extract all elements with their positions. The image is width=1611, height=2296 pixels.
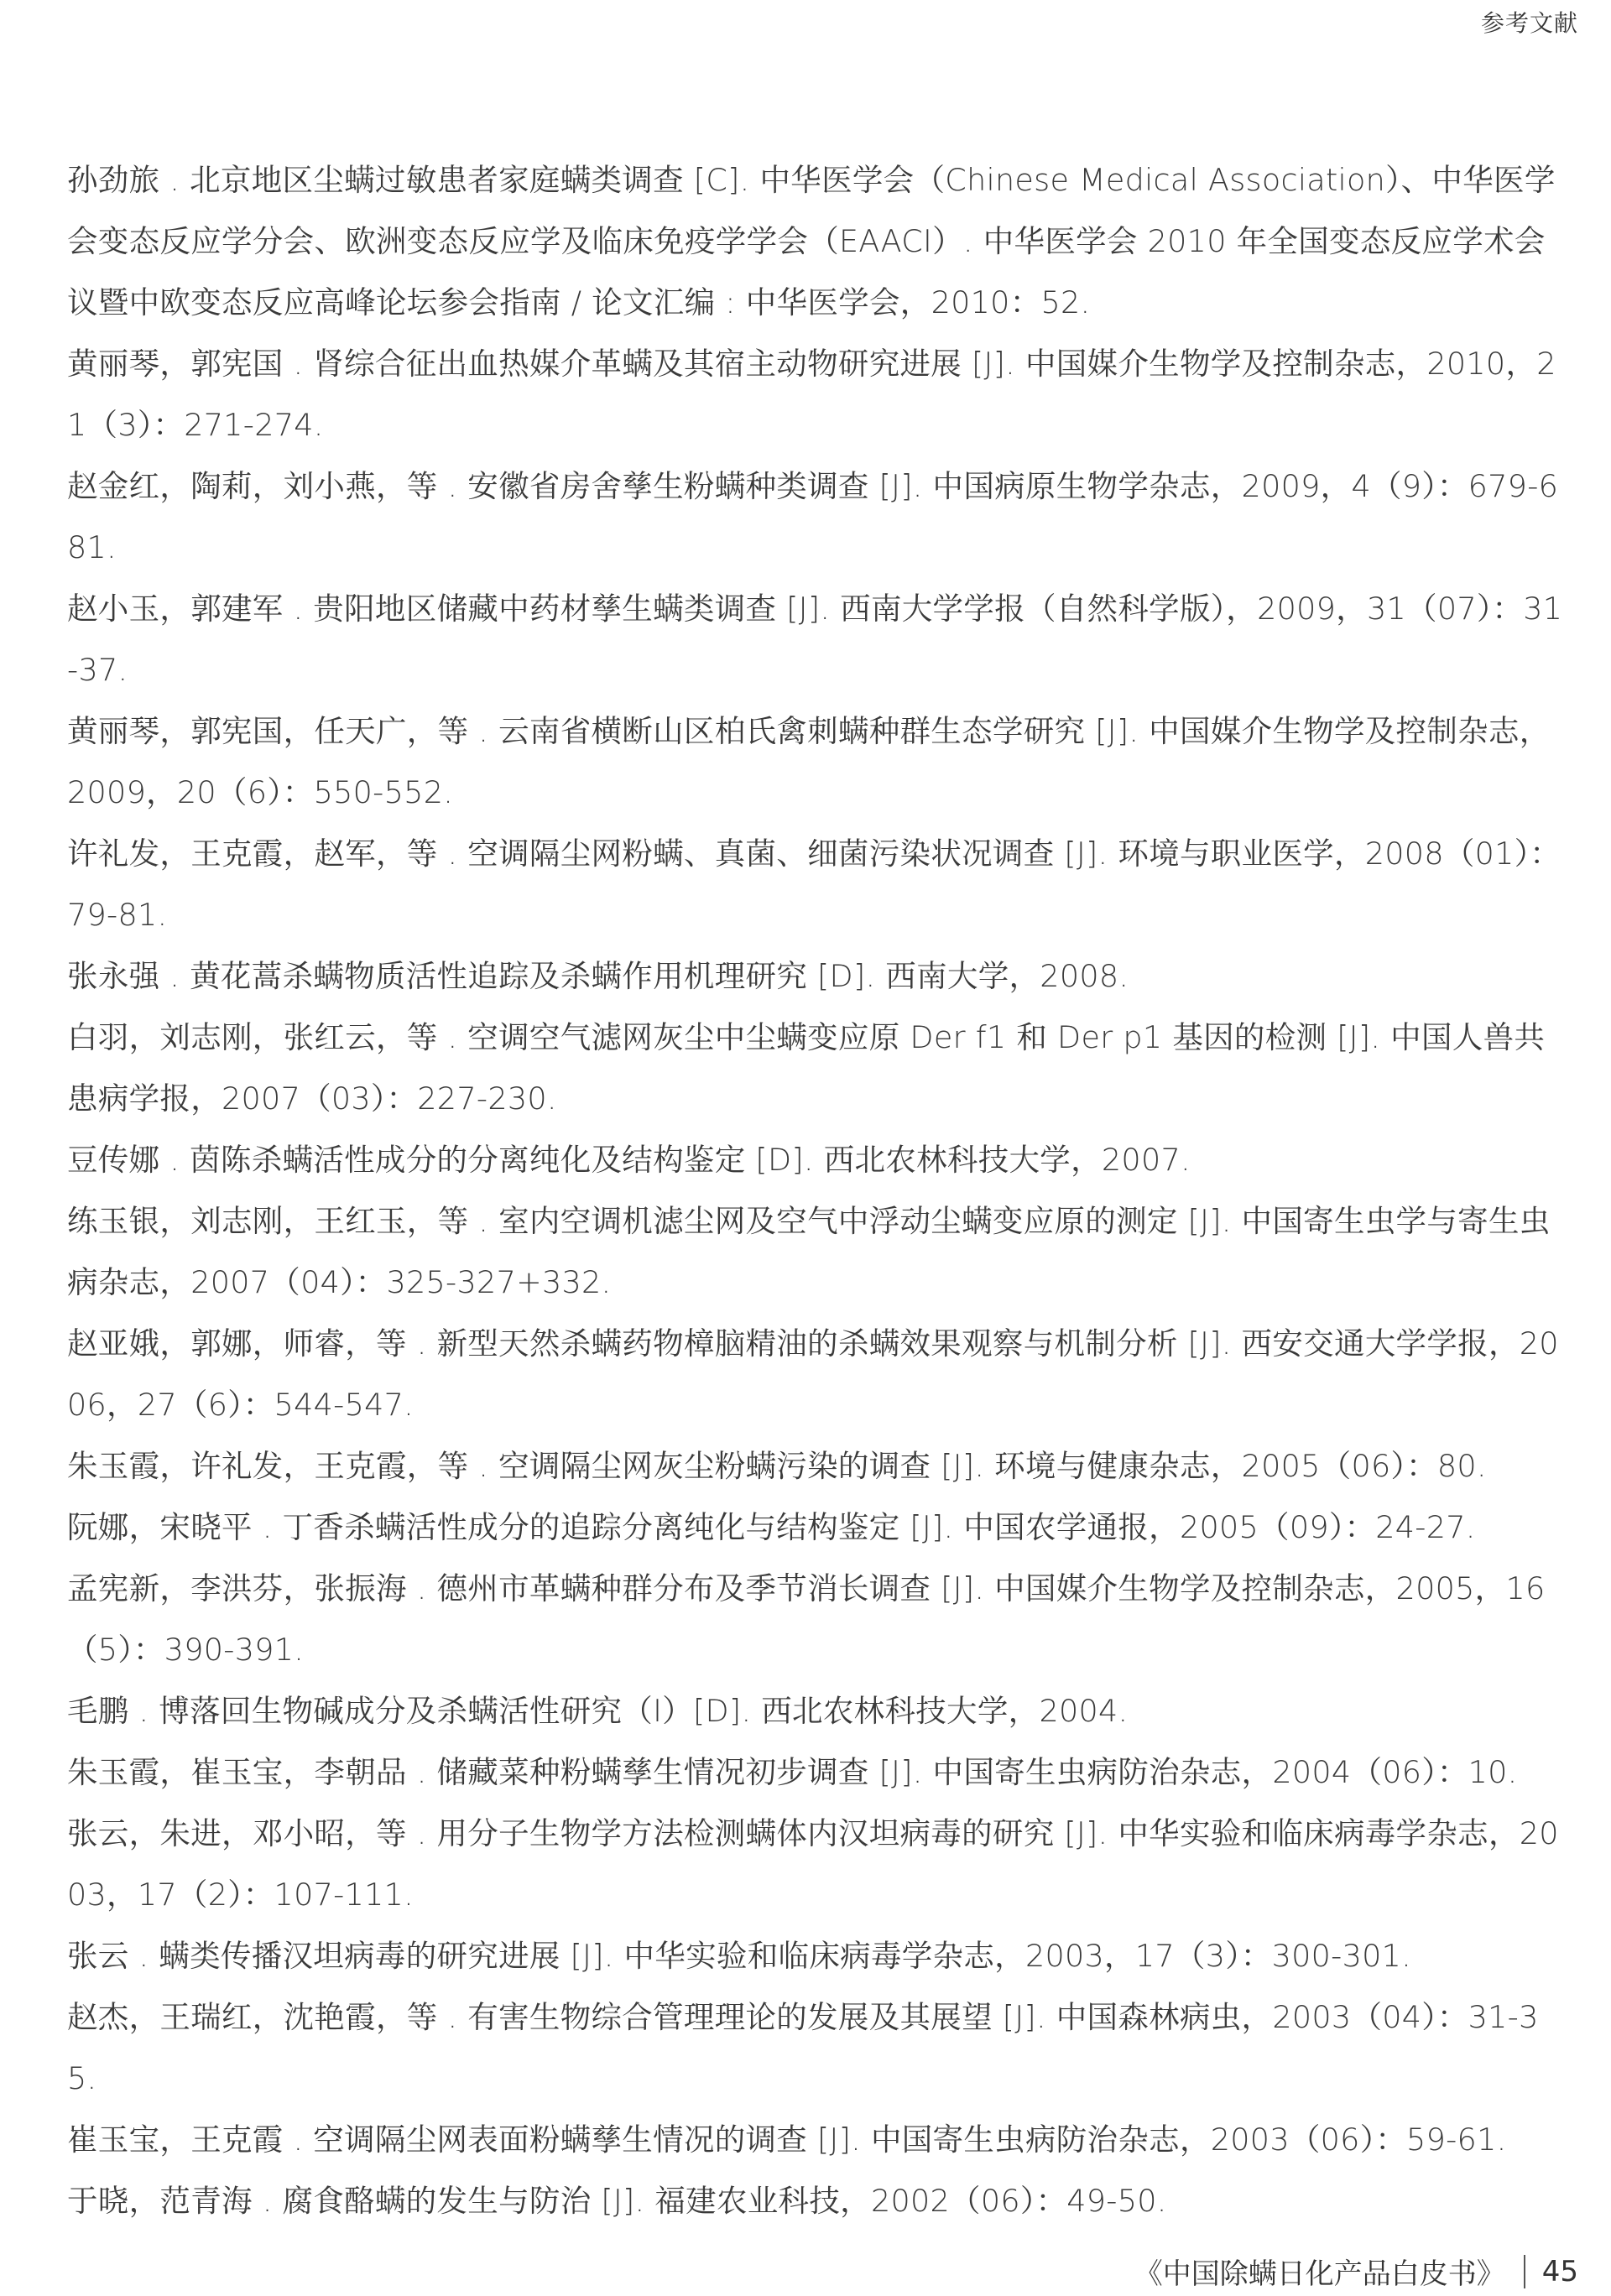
reference-item: 赵杰，王瑞红，沈艳霞，等 . 有害生物综合管理理论的发展及其展望 [J]. 中国森林病虫，2003（04）：31-35. [67,1999,1539,2096]
reference-item: 许礼发，王克霞，赵军，等 . 空调隔尘网粉螨、真菌、细菌污染状况调查 [J]. 环境与职业医学，2008（01）：79-81. [67,836,1561,933]
reference-item: 孙劲旅 . 北京地区尘螨过敏患者家庭螨类调查 [C]. 中华医学会（Chinese Medical Association）、中华医学会变态反应学分会、欧洲变态反应学及临床免疫学学会（EAACI）. 中华医学会 2010 年全国变态反应学术会议暨中欧变态反应高峰论坛参会指南 / 论文汇编 : 中华医学会，2010：52. [67,162,1556,320]
section-title: 参考文献 [1480,9,1578,37]
reference-item: 崔玉宝，王克霞 . 空调隔尘网表面粉螨孳生情况的调查 [J]. 中国寄生虫病防治杂志，2003（06）：59-61. [67,2122,1507,2158]
reference-item: 孟宪新，李洪芬，张振海 . 德州市革螨种群分布及季节消长调查 [J]. 中国媒介生物学及控制杂志，2005，16（5）：390-391. [67,1570,1546,1668]
reference-item: 张永强 . 黄花蒿杀螨物质活性追踪及杀螨作用机理研究 [D]. 西南大学，2008. [67,958,1129,994]
reference-item: 赵小玉，郭建军 . 贵阳地区储藏中药材孳生螨类调查 [J]. 西南大学学报（自然科学版），2009，31（07）：31-37. [67,591,1563,688]
reference-item: 黄丽琴，郭宪国 . 肾综合征出血热媒介革螨及其宿主动物研究进展 [J]. 中国媒介生物学及控制杂志，2010，21（3）：271-274. [67,346,1556,443]
reference-item: 赵亚娥，郭娜，师睿，等 . 新型天然杀螨药物樟脑精油的杀螨效果观察与机制分析 [J]. 西安交通大学学报，2006，27（6）：544-547. [67,1325,1559,1423]
reference-item: 于晓，范青海 . 腐食酪螨的发生与防治 [J]. 福建农业科技，2002（06）：49-50. [67,2183,1167,2219]
reference-item: 练玉银，刘志刚，王红玉，等 . 室内空调机滤尘网及空气中浮动尘螨变应原的测定 [J]. 中国寄生虫学与寄生虫病杂志，2007（04）：325-327+332. [67,1203,1551,1300]
page-footer [1134,2251,1578,2292]
reference-item: 赵金红，陶莉，刘小燕，等 . 安徽省房舍孳生粉螨种类调查 [J]. 中国病原生物学杂志，2009，4（9）：679-681. [67,468,1559,565]
reference-item: 黄丽琴，郭宪国，任天广，等 . 云南省横断山区柏氏禽刺螨种群生态学研究 [J]. 中国媒介生物学及控制杂志，2009，20（6）：550-552. [67,713,1551,810]
footer-divider [1524,2255,1525,2288]
reference-item: 白羽，刘志刚，张红云，等 . 空调空气滤网灰尘中尘螨变应原 Der f1 和 Der p1 基因的检测 [J]. 中国人兽共患病学报，2007（03）：227-230. [67,1019,1546,1117]
reference-item: 张云 . 螨类传播汉坦病毒的研究进展 [J]. 中华实验和临床病毒学杂志，2003，17（3）：300-301. [67,1938,1412,1974]
reference-item: 张云，朱进，邓小昭，等 . 用分子生物学方法检测螨体内汉坦病毒的研究 [J]. 中华实验和临床病毒学杂志，2003，17（2）：107-111. [67,1815,1559,1913]
reference-list [67,149,1565,2231]
reference-item: 朱玉霞，许礼发，王克霞，等 . 空调隔尘网灰尘粉螨污染的调查 [J]. 环境与健康杂志，2005（06）：80. [67,1448,1487,1484]
reference-item: 豆传娜 . 茵陈杀螨活性成分的分离纯化及结构鉴定 [D]. 西北农林科技大学，2007. [67,1142,1191,1178]
reference-item: 毛鹏 . 博落回生物碱成分及杀螨活性研究（Ⅰ）[D]. 西北农林科技大学，2004. [67,1693,1129,1729]
reference-item: 朱玉霞，崔玉宝，李朝品 . 储藏菜种粉螨孳生情况初步调查 [J]. 中国寄生虫病防治杂志，2004（06）：10. [67,1754,1518,1790]
reference-item: 阮娜，宋晓平 . 丁香杀螨活性成分的追踪分离纯化与结构鉴定 [J]. 中国农学通报，2005（09）：24-27. [67,1509,1476,1545]
page-number: 45 [1541,2254,1578,2288]
book-title: 《中国除螨日化产品白皮书》 [1134,2257,1505,2291]
